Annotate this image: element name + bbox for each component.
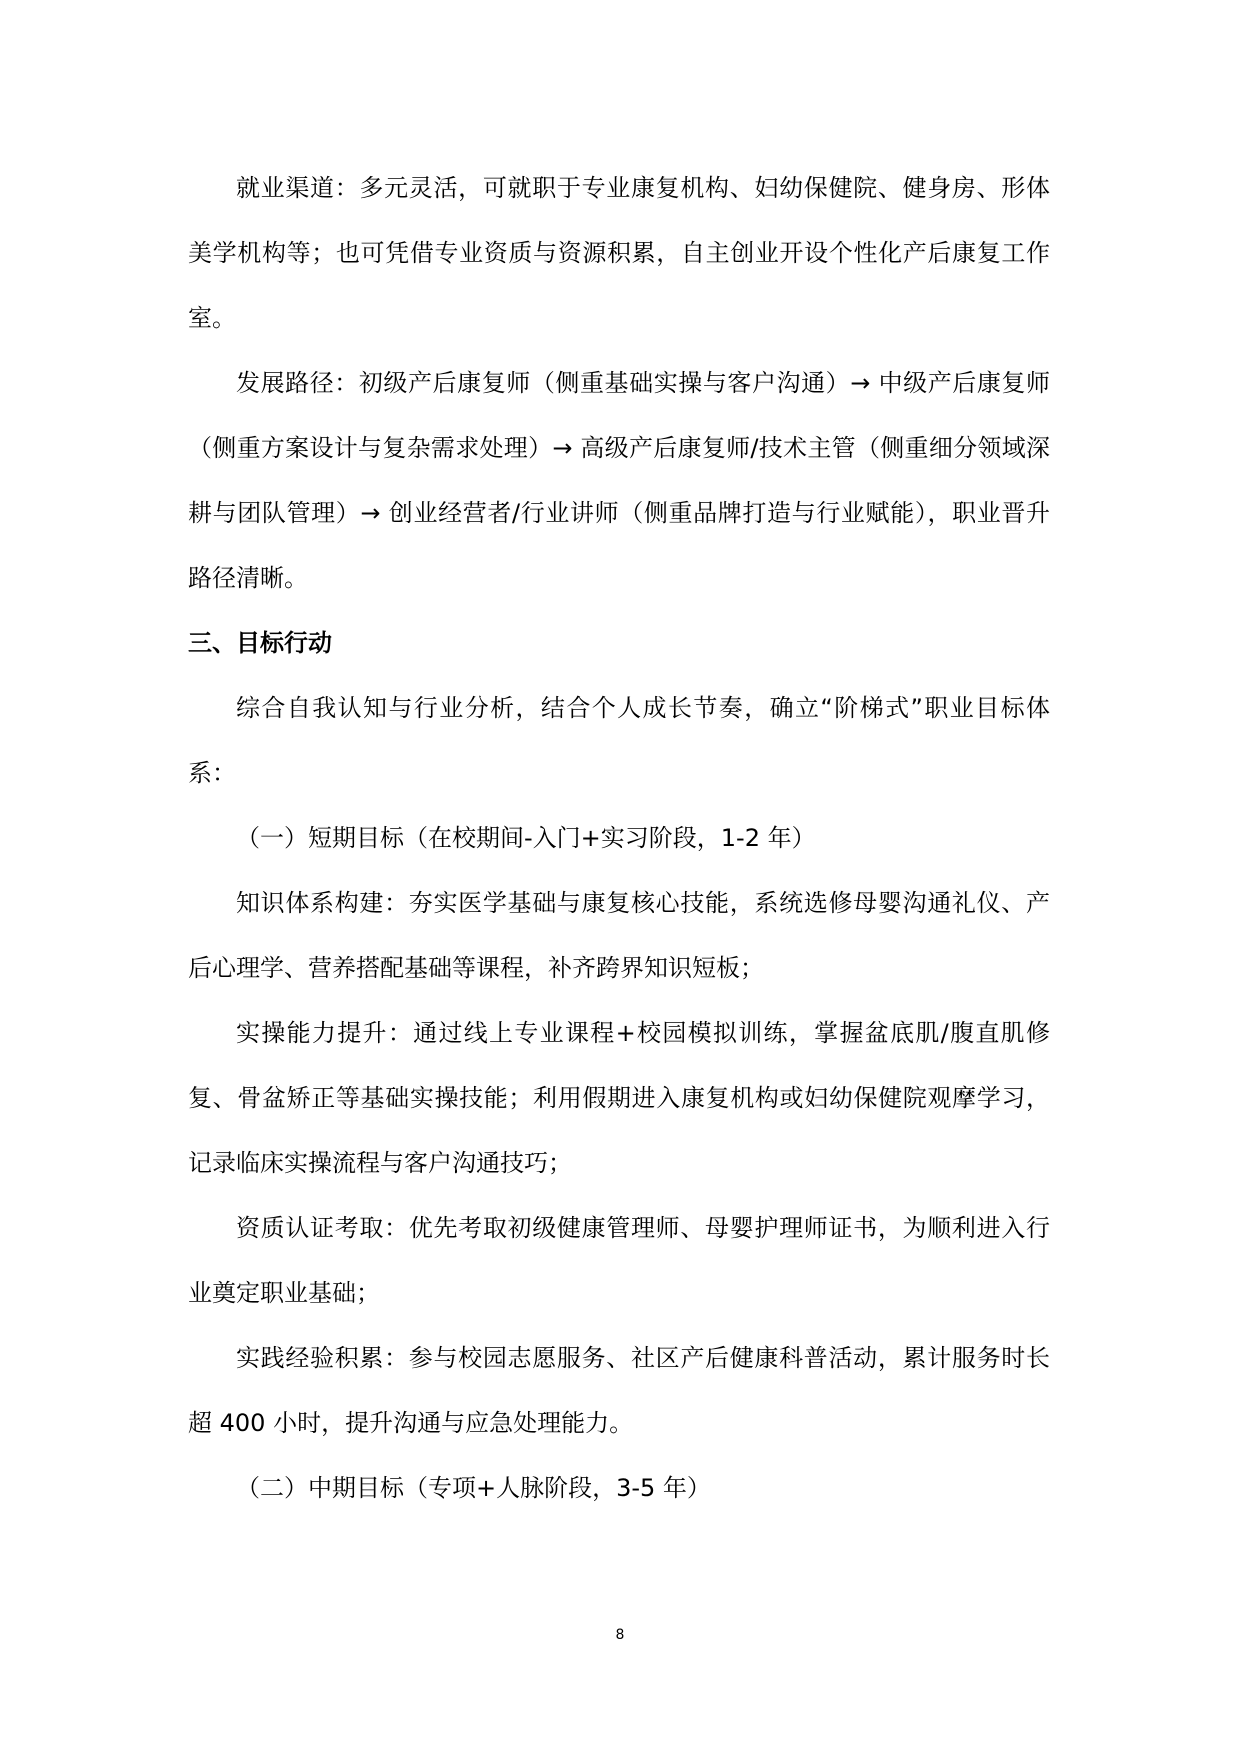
development-path-paragraph: 发展路径：初级产后康复师（侧重基础实操与客户沟通）→ 中级产后康复师（侧重方案设计与复杂需求处理）→ 高级产后康复师/技术主管（侧重细分领域深耕与团队管理）→ 创业经营者/行业讲师（侧重品牌打造与行业赋能），职业晋升路径清晰。 xyxy=(188,369,1050,592)
employment-channels-paragraph: 就业渠道：多元灵活，可就职于专业康复机构、妇幼保健院、健身房、形体美学机构等；也可凭借专业资质与资源积累，自主创业开设个性化产后康复工作室。 xyxy=(188,174,1050,332)
page-content xyxy=(188,156,1050,1521)
short-term-item-certification: 资质认证考取：优先考取初级健康管理师、母婴护理师证书，为顺利进入行业奠定职业基础； xyxy=(188,1214,1050,1307)
section-heading-goals-actions: 三、目标行动 xyxy=(188,629,332,657)
mid-term-goals-subheading: （二）中期目标（专项+人脉阶段，3-5 年） xyxy=(236,1474,711,1502)
short-term-goals-subheading: （一）短期目标（在校期间-入门+实习阶段，1-2 年） xyxy=(236,824,816,852)
short-term-item-practical-skills: 实操能力提升：通过线上专业课程+校园模拟训练，掌握盆底肌/腹直肌修复、骨盆矫正等基础实操技能；利用假期进入康复机构或妇幼保健院观摩学习，记录临床实操流程与客户沟通技巧； xyxy=(188,1019,1050,1177)
page-number: 8 xyxy=(615,1627,625,1643)
short-term-item-experience: 实践经验积累：参与校园志愿服务、社区产后健康科普活动，累计服务时长超 400 小时，提升沟通与应急处理能力。 xyxy=(188,1344,1050,1437)
short-term-item-knowledge: 知识体系构建：夯实医学基础与康复核心技能，系统选修母婴沟通礼仪、产后心理学、营养搭配基础等课程，补齐跨界知识短板； xyxy=(188,889,1050,982)
goals-intro-paragraph: 综合自我认知与行业分析，结合个人成长节奏，确立“阶梯式”职业目标体系： xyxy=(188,694,1050,787)
